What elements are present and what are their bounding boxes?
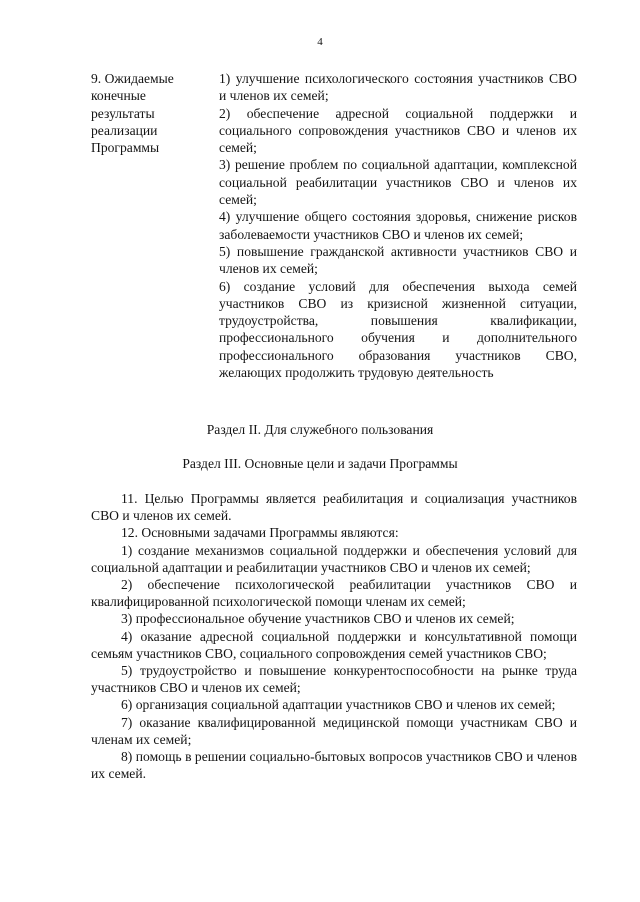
passport-row-content <box>219 70 577 381</box>
passport-row-label: 9. Ожидаемые конечные результаты реализации Программы <box>91 71 174 156</box>
task-item: 1) создание механизмов социальной поддержки и обеспечения условий для социальной адаптации и реабилитации участников СВО и членов их семей; <box>91 542 577 575</box>
page-number: 4 <box>317 36 323 48</box>
result-item: 4) улучшение общего состояния здоровья, снижение рисков заболеваемости участников СВО и членов их семей; <box>219 209 577 242</box>
task-item: 4) оказание адресной социальной поддержки и консультативной помощи семьям участников СВО, социального сопровождения семей участников СВО; <box>91 628 577 661</box>
result-item: 2) обеспечение адресной социальной поддержки и социального сопровождения участников СВО и членов их семей; <box>219 105 577 156</box>
section-3-heading: Раздел III. Основные цели и задачи Программы <box>182 456 458 471</box>
task-item: 8) помощь в решении социально-бытовых вопросов участников СВО и членов их семей. <box>91 749 577 782</box>
section-2-heading: Раздел II. Для служебного пользования <box>206 422 434 437</box>
result-item: 1) улучшение психологического состояния участников СВО и членов их семей; <box>219 71 577 104</box>
paragraph-11: 11. Целью Программы является реабилитация и социализация участников СВО и членов их семей. <box>91 491 577 524</box>
task-item: 5) трудоустройство и повышение конкурентоспособности на рынке труда участников СВО и членов их семей; <box>91 663 577 696</box>
task-item: 7) оказание квалифицированной медицинской помощи участникам СВО и членам их семей; <box>91 714 577 747</box>
result-item: 3) решение проблем по социальной адаптации, комплексной социальной реабилитации участников СВО и членов их семей; <box>219 157 577 208</box>
task-item: 6) организация социальной адаптации участников СВО и членов их семей; <box>121 697 556 713</box>
task-item: 2) обеспечение психологической реабилитации участников СВО и квалифицированной психологической помощи членам их семей; <box>91 577 577 610</box>
section-3-body <box>91 490 577 782</box>
task-item: 3) профессиональное обучение участников СВО и членов их семей; <box>121 611 515 627</box>
result-item: 5) повышение гражданской активности участников СВО и членов их семей; <box>219 243 577 277</box>
paragraph-12: 12. Основными задачами Программы являются: <box>121 525 399 541</box>
result-item: 6) создание условий для обеспечения выхода семей участников СВО из кризисной жизненной ситуации, трудоустройства, повышения квалификации, профессионального обучения и дополнительного профессионального образования участников СВО, желающих продолжить трудовую деятельность <box>219 278 577 381</box>
